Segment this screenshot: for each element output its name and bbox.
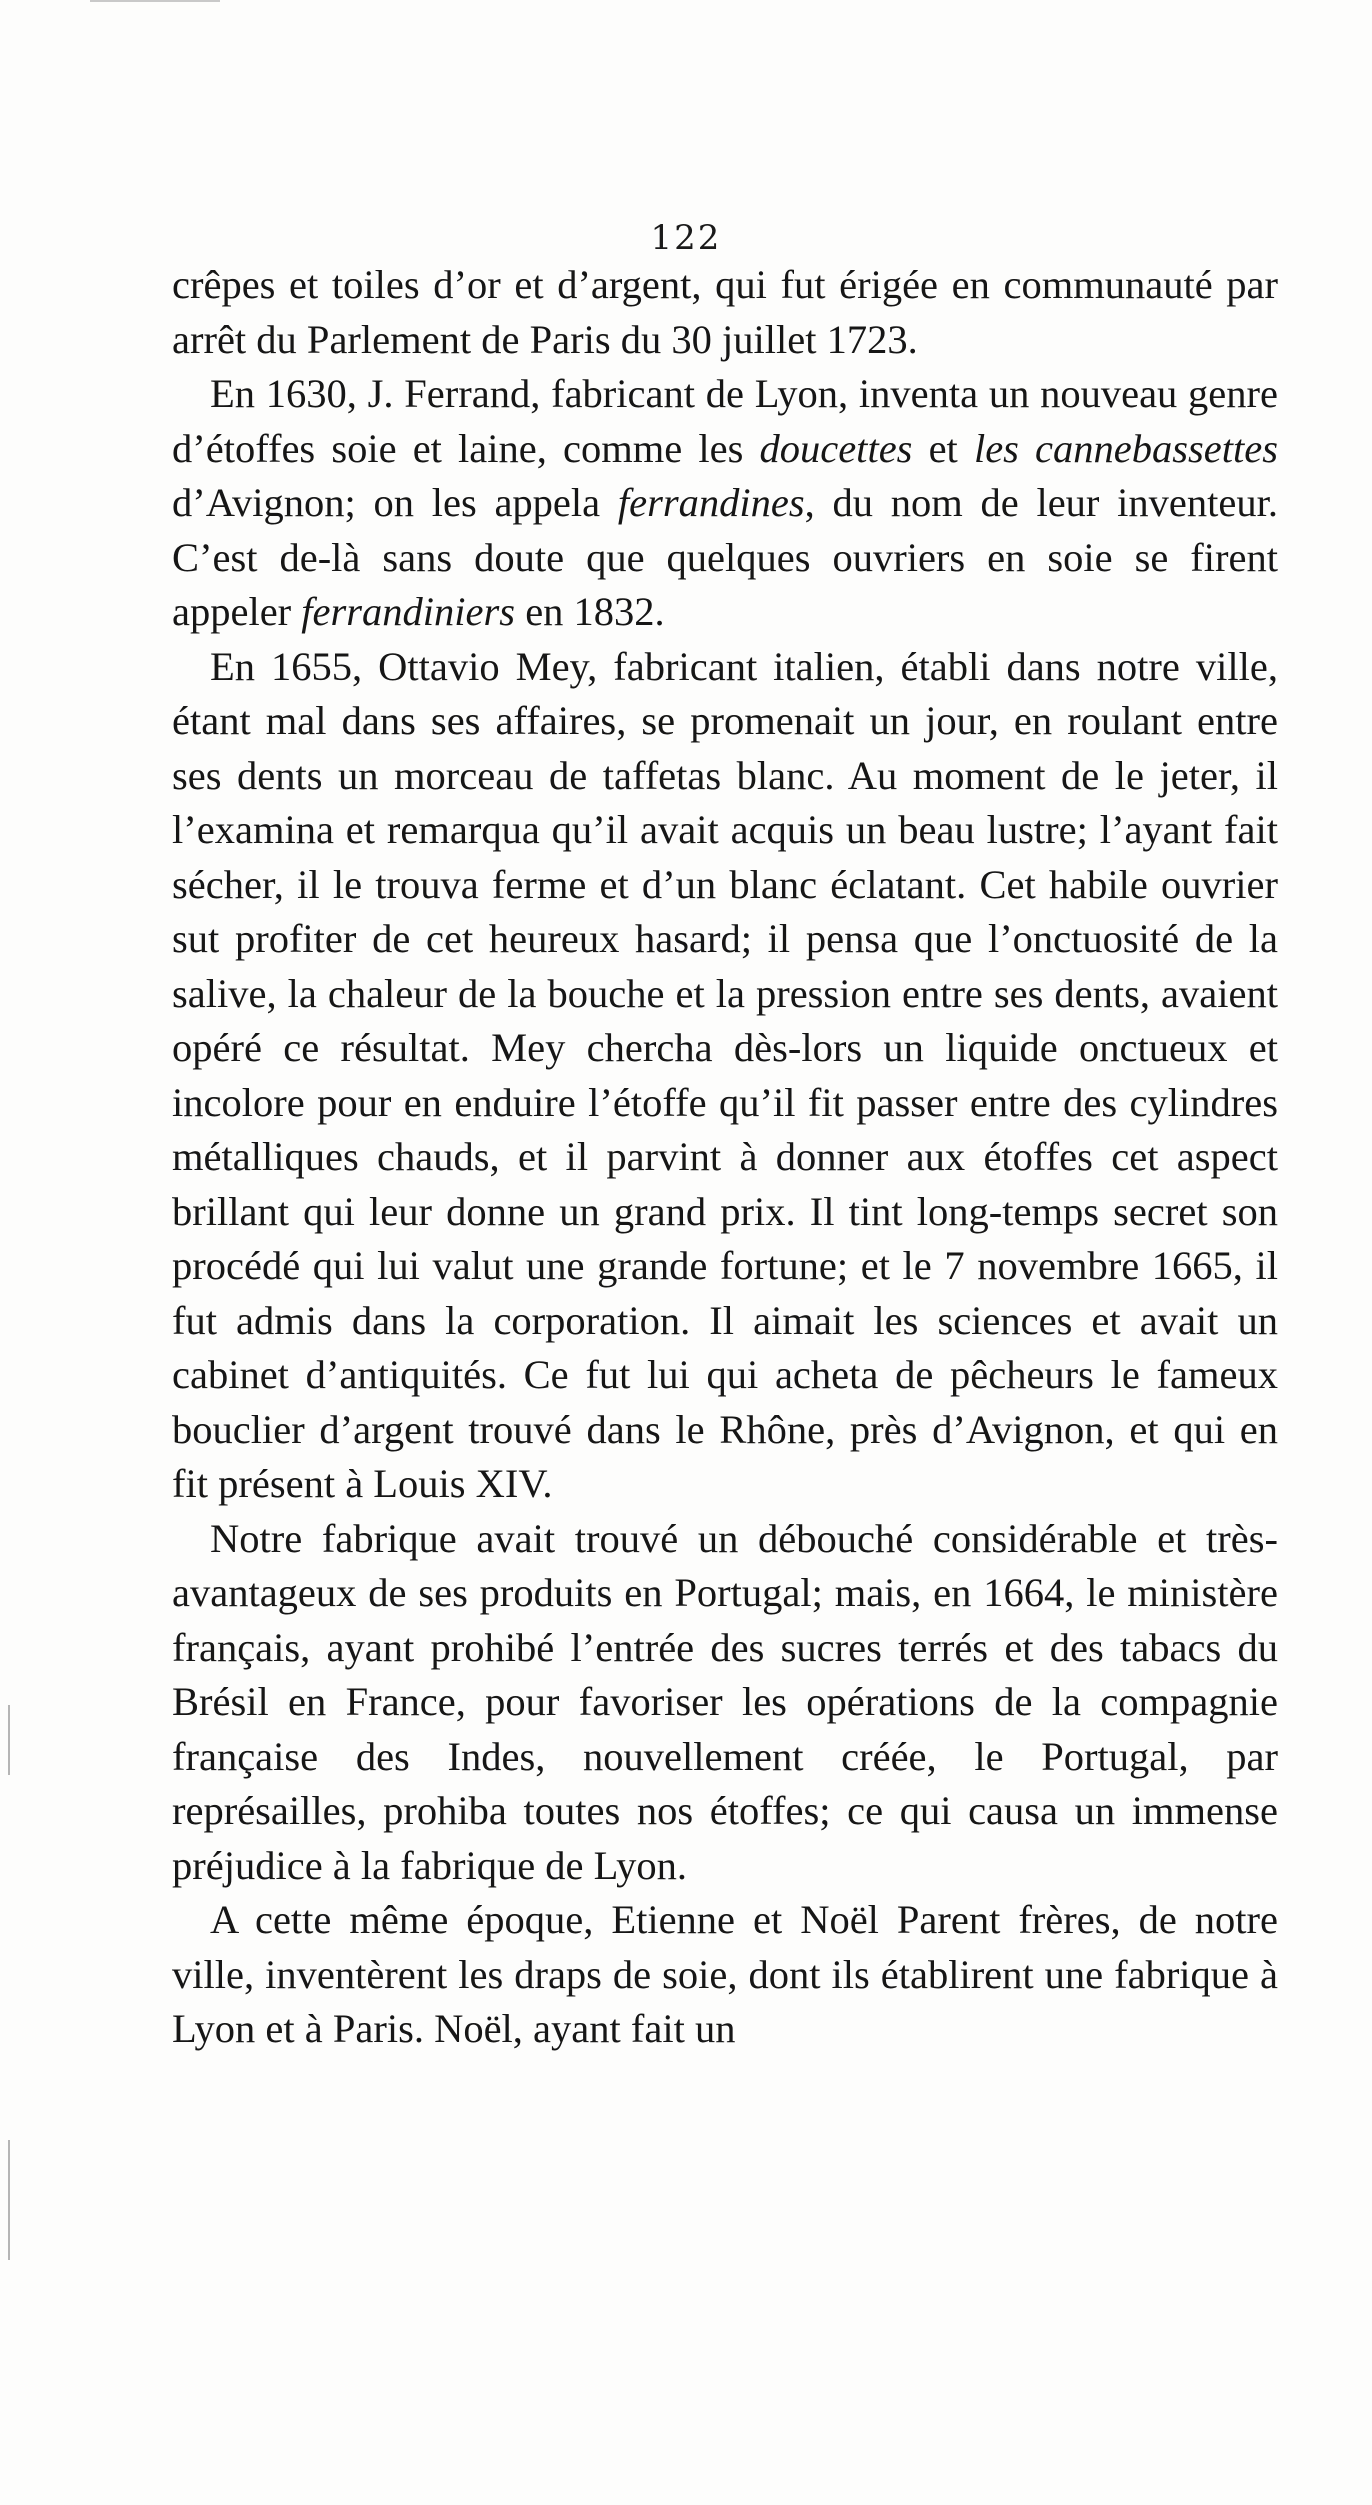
- text-run: En 1630, J. Ferrand, fabricant de Lyon, inventa un nouveau genre d’étoffes soie et laine, comme les: [172, 371, 1278, 471]
- italic-term-cannebassettes: les cannebassettes: [973, 425, 1278, 471]
- italic-term-ferrandiniers: ferrandiniers: [301, 589, 516, 634]
- paragraph-3: [172, 640, 1278, 1512]
- text-run: en 1832.: [515, 589, 665, 634]
- text-run: et: [912, 425, 974, 471]
- top-edge-rule: [90, 0, 220, 2]
- text-run: , du nom de leur inventeur. C’est de-là sans doute que quelques ouvriers en soie se firent appeler: [172, 480, 1278, 634]
- paragraph-2: [172, 367, 1278, 640]
- italic-term-ferrandines: ferrandines: [617, 480, 805, 525]
- paragraph-5: [172, 1893, 1278, 2057]
- left-edge-mark: [8, 1705, 10, 1775]
- text-run: Notre fabrique avait trouvé un débouché considérable et très-avantageux de ses produits en Portugal; mais, en 1664, le ministère français, ayant prohibé l’entrée des sucres terrés et des tabacs du Brésil en France, pour favoriser les opérations de la compagnie française des Indes, nouvellement créée, le Portugal, par représailles, prohiba toutes nos étoffes; ce qui causa un immense préjudice à la fabrique de Lyon.: [172, 1515, 1278, 1888]
- text-run: A cette même époque, Etienne et Noël Parent frères, de notre ville, inventèrent les draps de soie, dont ils établirent une fabrique à Lyon et à Paris. Noël, ayant fait un: [172, 1897, 1278, 2051]
- text-run: d’Avignon; on les appela: [172, 480, 618, 525]
- italic-term-doucettes: doucettes: [759, 425, 913, 471]
- page-number: 122: [650, 218, 722, 258]
- left-edge-mark: [8, 2140, 10, 2260]
- text-run: crêpes et toiles d’or et d’argent, qui fut érigée en communauté par arrêt du Parlement de Paris du 30 juillet 1723.: [172, 262, 1278, 362]
- paragraph-1: [172, 258, 1278, 367]
- text-run: En 1655, Ottavio Mey, fabricant italien, établi dans notre ville, étant mal dans ses affaires, se promenait un jour, en roulant entre ses dents un morceau de taffetas blanc. Au moment de le jeter, il l’examina et remarqua qu’il avait acquis un beau lustre; l’ayant fait sécher, il le trouva ferme et d’un blanc éclatant. Cet habile ouvrier sut profiter de cet heureux hasard; il pensa que l’onctuosité de la salive, la chaleur de la bouche et la pression entre ses dents, avaient opéré ce résultat. Mey chercha dès-lors un liquide onctueux et incolore pour en enduire l’étoffe qu’il fit passer entre des cylindres métalliques chauds, et il parvint à donner aux étoffes cet aspect brillant qui leur donne un grand prix. Il tint long-temps secret son procédé qui lui valut une grande fortune; et le 7 novembre 1665, il fut admis dans la corporation. Il aimait les sciences et avait un cabinet d’antiquités. Ce fut lui qui acheta de pêcheurs le fameux bouclier d’argent trouvé dans le Rhône, près d’Avignon, et qui en fit présent à Louis XIV.: [172, 643, 1278, 1506]
- body-text: [172, 258, 1278, 2057]
- paragraph-4: [172, 1512, 1278, 1894]
